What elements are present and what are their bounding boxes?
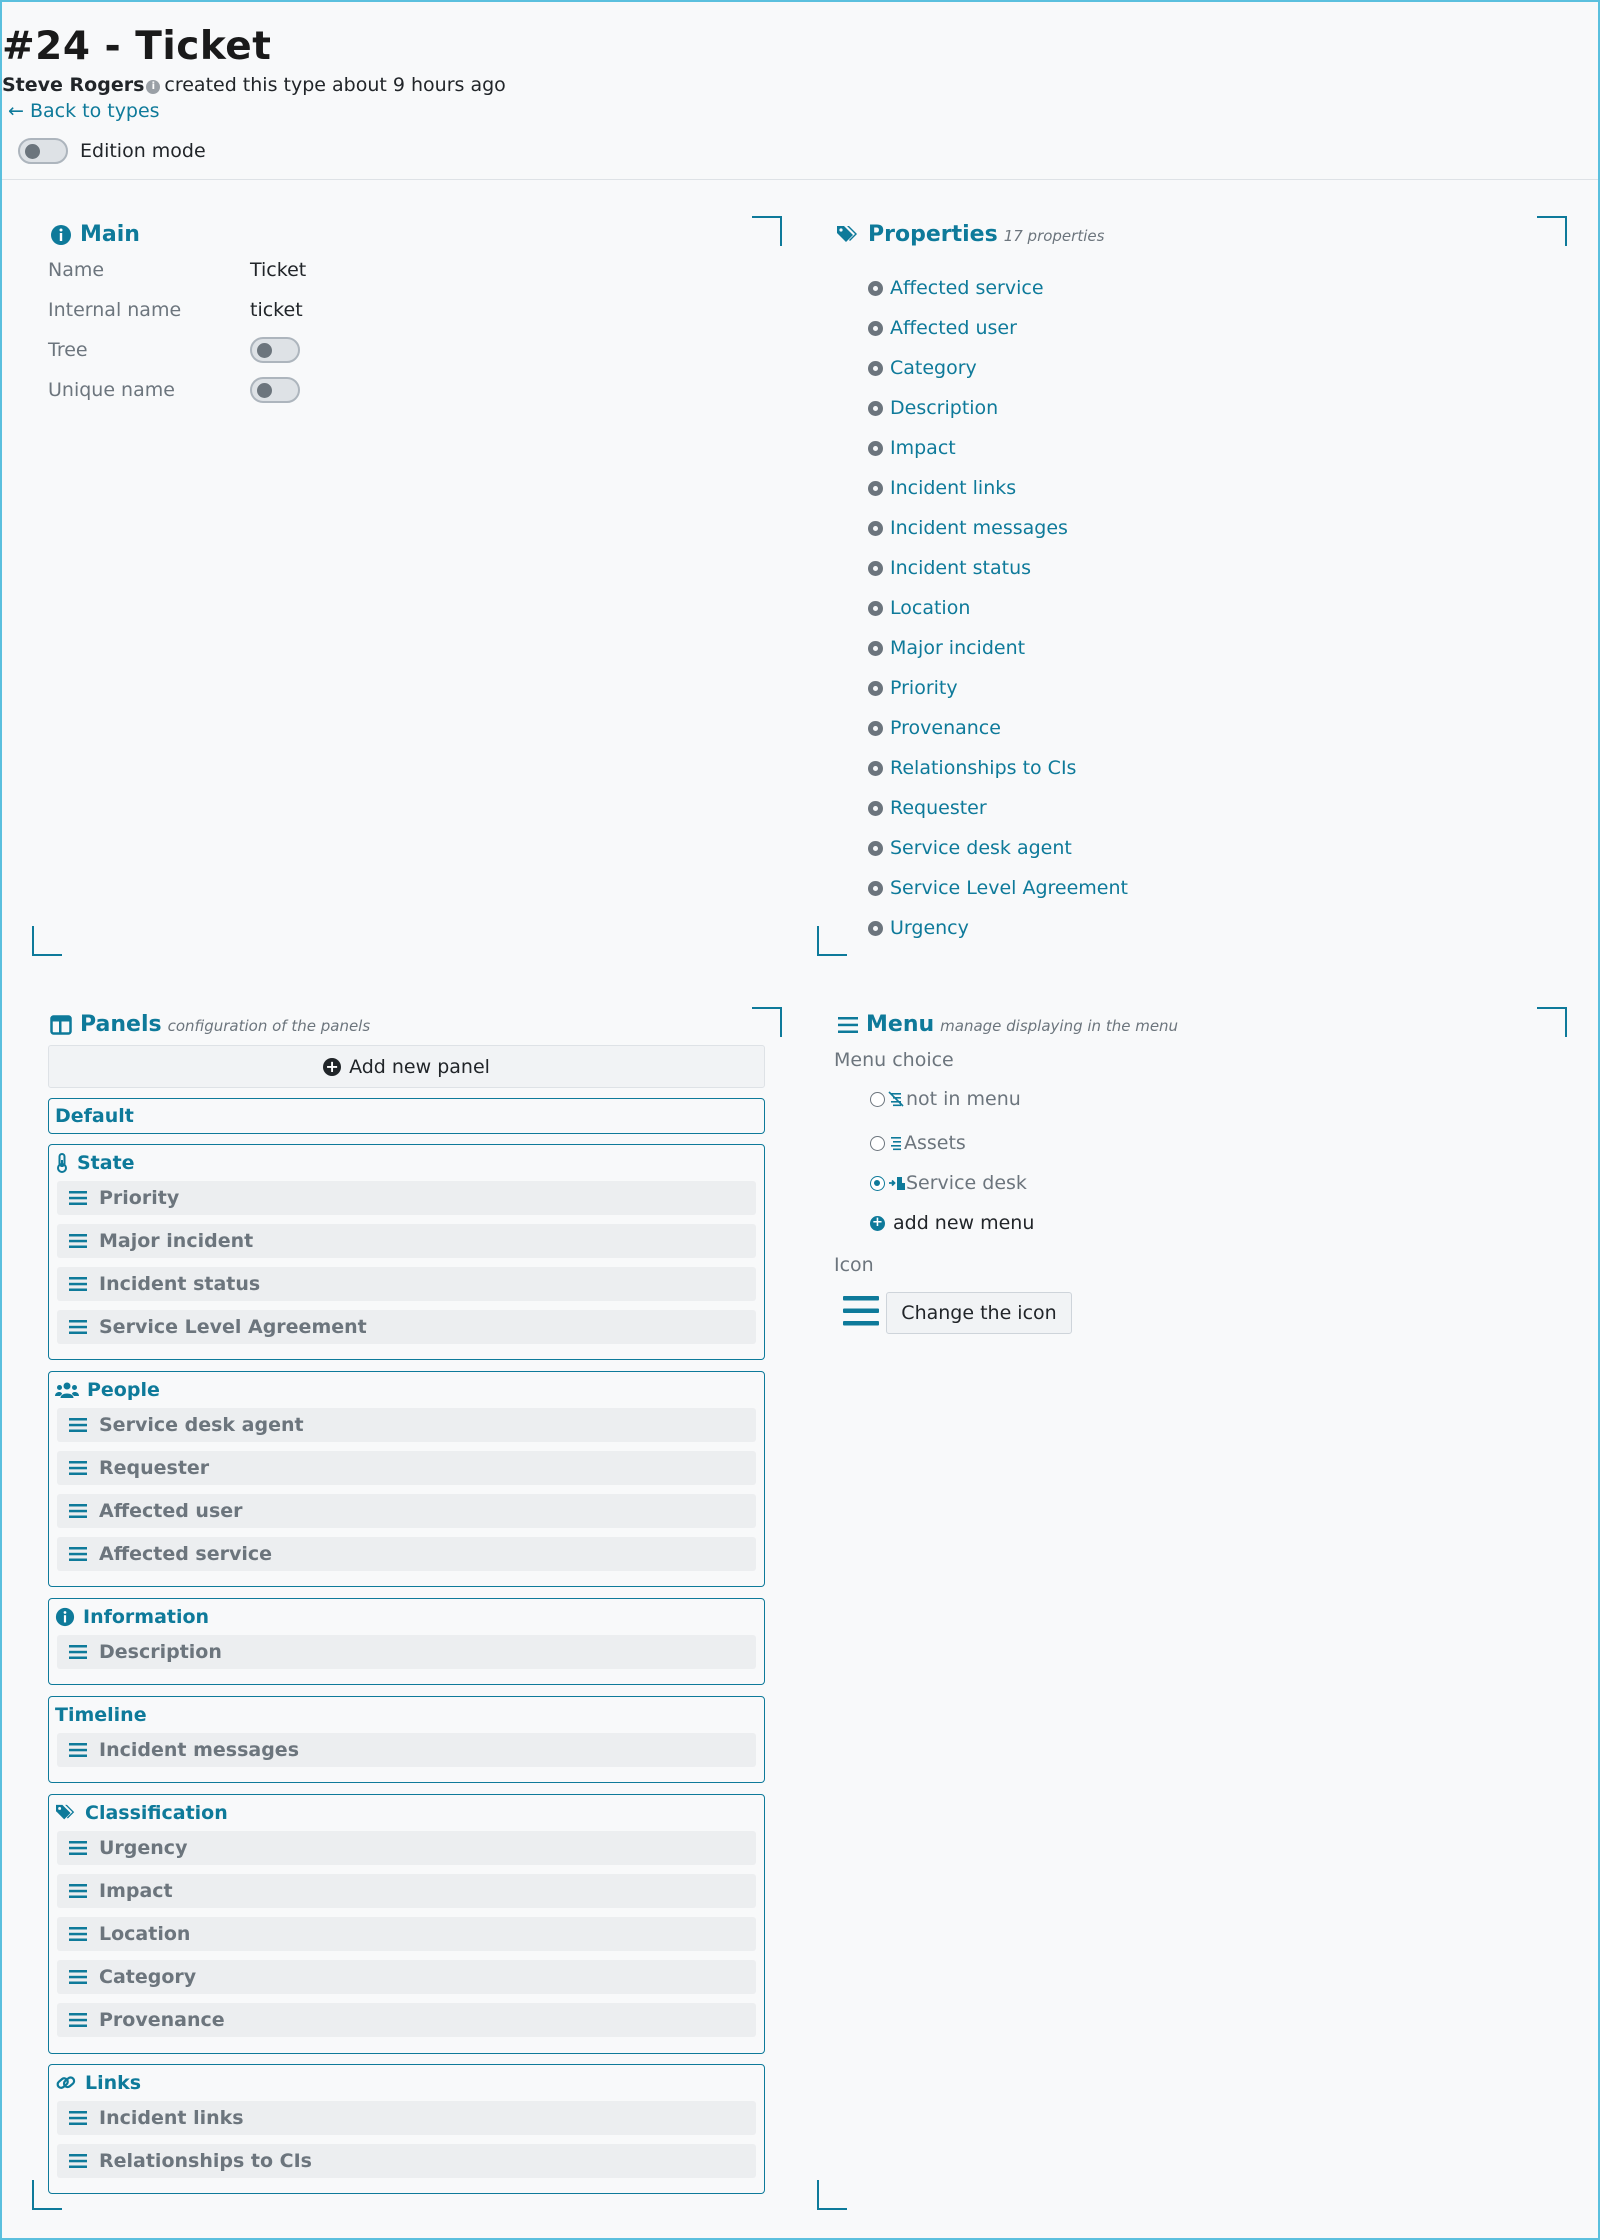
bullet-icon <box>868 361 883 376</box>
list-item <box>868 868 1128 908</box>
corner-decoration <box>752 1007 782 1037</box>
property-link[interactable]: Description <box>890 397 999 419</box>
corner-decoration <box>817 2180 847 2210</box>
kv-value: Ticket <box>250 259 307 281</box>
list-item <box>868 588 1128 628</box>
list-item <box>868 548 1128 588</box>
panel-field[interactable] <box>57 1874 756 1908</box>
panel-field-label: Incident status <box>99 1273 261 1295</box>
bullet-icon <box>868 481 883 496</box>
thermometer-icon <box>55 1153 69 1173</box>
drag-handle-icon[interactable] <box>69 2012 87 2028</box>
drag-handle-icon[interactable] <box>69 2153 87 2169</box>
panel-name: Information <box>83 1606 210 1628</box>
info-circle-icon <box>50 224 72 246</box>
panel-field-label: Major incident <box>99 1230 254 1252</box>
list-icon <box>888 1135 904 1151</box>
add-new-menu-label: add new menu <box>893 1212 1035 1234</box>
property-link[interactable]: Incident links <box>890 477 1017 499</box>
panel-links[interactable] <box>48 2064 765 2194</box>
creator-name[interactable]: Steve Rogers <box>2 74 145 96</box>
properties-count: 17 properties <box>1003 227 1105 245</box>
drag-handle-icon[interactable] <box>69 1417 87 1433</box>
bullet-icon <box>868 601 883 616</box>
panel-field[interactable] <box>57 1733 756 1767</box>
corner-decoration <box>817 926 847 956</box>
panel-field-label: Priority <box>99 1187 180 1209</box>
drag-handle-icon[interactable] <box>69 1926 87 1942</box>
add-new-panel-label: Add new panel <box>349 1055 490 1078</box>
list-item <box>868 908 1128 948</box>
plus-circle-icon: + <box>870 1216 885 1231</box>
bullet-icon <box>868 881 883 896</box>
property-link[interactable]: Major incident <box>890 637 1026 659</box>
drag-handle-icon[interactable] <box>69 1276 87 1292</box>
radio-button[interactable] <box>870 1092 885 1107</box>
properties-section-title <box>836 222 1104 247</box>
drag-handle-icon[interactable] <box>69 1319 87 1335</box>
main-row-tree <box>48 335 300 365</box>
menu-choice-label: Menu choice <box>834 1049 954 1071</box>
panel-name: Default <box>55 1105 134 1127</box>
panel-field[interactable] <box>57 2003 756 2037</box>
property-link[interactable]: Urgency <box>890 917 969 939</box>
panel-default[interactable] <box>48 1098 765 1134</box>
panel-field-label: Provenance <box>99 2009 225 2031</box>
edition-mode-row <box>18 138 206 164</box>
panel-field[interactable] <box>57 1635 756 1669</box>
list-item <box>868 788 1128 828</box>
list-item <box>868 708 1128 748</box>
bullet-icon <box>868 521 883 536</box>
panel-field[interactable] <box>57 1224 756 1258</box>
drag-handle-icon[interactable] <box>69 1190 87 1206</box>
drag-handle-icon[interactable] <box>69 1883 87 1899</box>
drag-handle-icon[interactable] <box>69 1460 87 1476</box>
panel-field-label: Location <box>99 1923 191 1945</box>
panels-subtitle: configuration of the panels <box>167 1017 371 1035</box>
menu-option-assets[interactable] <box>870 1132 966 1154</box>
bullet-icon <box>868 441 883 456</box>
corner-decoration <box>32 926 62 956</box>
back-to-types-link[interactable]: ← Back to types <box>8 100 160 122</box>
columns-icon <box>50 1015 72 1035</box>
property-link[interactable]: Incident messages <box>890 517 1068 539</box>
list-item <box>868 348 1128 388</box>
list-item <box>868 468 1128 508</box>
drag-handle-icon[interactable] <box>69 1233 87 1249</box>
corner-decoration <box>752 216 782 246</box>
bullet-icon <box>868 281 883 296</box>
list-item <box>868 748 1128 788</box>
list-item <box>868 428 1128 468</box>
drag-handle-icon[interactable] <box>69 1840 87 1856</box>
drag-handle-icon[interactable] <box>69 1503 87 1519</box>
main-row-unique-name <box>48 375 300 405</box>
panel-field[interactable] <box>57 1267 756 1301</box>
panel-field[interactable] <box>57 1917 756 1951</box>
menu-option-label: Service desk <box>906 1172 1027 1194</box>
property-link[interactable]: Provenance <box>890 717 1001 739</box>
menu-option-label: not in menu <box>906 1088 1021 1110</box>
list-item <box>868 828 1128 868</box>
panel-field[interactable] <box>57 1960 756 1994</box>
bullet-icon <box>868 641 883 656</box>
kv-label: Internal name <box>48 299 182 321</box>
menu-subtitle: manage displaying in the menu <box>940 1017 1179 1035</box>
panel-header <box>49 2065 764 2101</box>
bullet-icon <box>868 801 883 816</box>
panel-field[interactable] <box>57 1494 756 1528</box>
panel-classification[interactable] <box>48 1794 765 2054</box>
page-header <box>2 2 1598 180</box>
bullet-icon <box>868 681 883 696</box>
edition-mode-label: Edition mode <box>80 140 206 162</box>
panel-field-label: Relationships to CIs <box>99 2150 312 2172</box>
menu-section-title <box>838 1012 1178 1037</box>
panel-field-label: Urgency <box>99 1837 188 1859</box>
bullet-icon <box>868 761 883 776</box>
list-item <box>868 668 1128 708</box>
panel-field[interactable] <box>57 1181 756 1215</box>
panel-timeline[interactable] <box>48 1696 765 1783</box>
edition-mode-toggle[interactable] <box>18 138 68 164</box>
panel-state[interactable] <box>48 1144 765 1360</box>
info-icon <box>55 1607 75 1627</box>
bullet-icon <box>868 321 883 336</box>
drag-handle-icon[interactable] <box>69 1546 87 1562</box>
add-new-panel-button[interactable] <box>48 1045 765 1088</box>
panel-field-label: Affected service <box>99 1543 273 1565</box>
plus-circle-icon: + <box>323 1058 341 1076</box>
drag-handle-icon[interactable] <box>69 1742 87 1758</box>
bullet-icon <box>868 841 883 856</box>
menu-title-text: Menu <box>866 1012 935 1037</box>
panel-header <box>49 1697 764 1733</box>
panel-header <box>49 1599 764 1635</box>
panels-section-title <box>50 1012 370 1037</box>
tags-icon <box>836 224 860 246</box>
creator-suffix: created this type about 9 hours ago <box>164 74 506 96</box>
property-link[interactable]: Service Level Agreement <box>890 877 1128 899</box>
menu-option-service-desk[interactable] <box>870 1172 1027 1194</box>
panel-field-label: Impact <box>99 1880 173 1902</box>
property-link[interactable]: Category <box>890 357 977 379</box>
drag-handle-icon[interactable] <box>69 1644 87 1660</box>
panel-name: Timeline <box>55 1704 147 1726</box>
property-link[interactable]: Affected service <box>890 277 1044 299</box>
bars-icon <box>842 1294 880 1333</box>
bullet-icon <box>868 401 883 416</box>
bars-icon <box>838 1016 858 1034</box>
list-item <box>868 508 1128 548</box>
property-link[interactable]: Incident status <box>890 557 1032 579</box>
service-desk-icon <box>888 1175 906 1191</box>
main-title-text: Main <box>80 222 140 247</box>
info-icon[interactable]: i <box>146 80 160 94</box>
properties-title-text: Properties <box>868 222 998 247</box>
panel-field[interactable] <box>57 1831 756 1865</box>
creator-line <box>2 74 506 96</box>
panel-field-label: Requester <box>99 1457 210 1479</box>
panel-field-label: Service desk agent <box>99 1414 304 1436</box>
panel-field-label: Incident links <box>99 2107 244 2129</box>
tags-icon <box>55 1803 77 1823</box>
kv-label: Unique name <box>48 379 175 401</box>
change-icon-button[interactable]: Change the icon <box>886 1292 1072 1334</box>
panels-title-text: Panels <box>80 1012 162 1037</box>
menu-option-not-in-menu[interactable] <box>870 1088 1021 1110</box>
properties-list <box>868 268 1128 948</box>
page-title: #24 - Ticket <box>2 24 272 69</box>
panel-field[interactable] <box>57 1310 756 1344</box>
radio-button[interactable] <box>870 1136 885 1151</box>
radio-button-checked[interactable] <box>870 1176 885 1191</box>
main-section-title <box>50 222 140 247</box>
panel-name: State <box>77 1152 135 1174</box>
list-item <box>868 628 1128 668</box>
panel-header <box>49 1795 764 1831</box>
panel-information[interactable] <box>48 1598 765 1685</box>
bullet-icon <box>868 921 883 936</box>
drag-handle-icon[interactable] <box>69 1969 87 1985</box>
property-link[interactable]: Location <box>890 597 971 619</box>
panel-field[interactable] <box>57 1451 756 1485</box>
panel-name: People <box>87 1379 160 1401</box>
panel-header <box>49 1145 764 1181</box>
list-item <box>868 308 1128 348</box>
icon-label: Icon <box>834 1254 874 1276</box>
property-link[interactable]: Affected user <box>890 317 1017 339</box>
strikethrough-list-icon <box>888 1091 904 1107</box>
link-icon <box>55 2073 77 2093</box>
panel-field[interactable] <box>57 2144 756 2178</box>
panel-header <box>49 1372 764 1408</box>
kv-label: Name <box>48 259 105 281</box>
bullet-icon <box>868 721 883 736</box>
panel-field-label: Incident messages <box>99 1739 300 1761</box>
property-link[interactable]: Service desk agent <box>890 837 1072 859</box>
corner-decoration <box>1537 1007 1567 1037</box>
panel-field-label: Category <box>99 1966 197 1988</box>
users-icon <box>55 1381 79 1399</box>
list-item <box>868 268 1128 308</box>
panel-header <box>49 1099 764 1133</box>
panel-people[interactable] <box>48 1371 765 1587</box>
menu-option-label: Assets <box>904 1132 966 1154</box>
drag-handle-icon[interactable] <box>69 2110 87 2126</box>
property-link[interactable]: Requester <box>890 797 987 819</box>
property-link[interactable]: Priority <box>890 677 958 699</box>
panel-field[interactable] <box>57 1408 756 1442</box>
panel-field-label: Description <box>99 1641 222 1663</box>
bullet-icon <box>868 561 883 576</box>
main-row-internal-name <box>48 295 303 325</box>
kv-value: ticket <box>250 299 303 321</box>
panel-field[interactable] <box>57 2101 756 2135</box>
panel-name: Classification <box>85 1802 228 1824</box>
panel-name: Links <box>85 2072 142 2094</box>
add-new-menu-link[interactable] <box>870 1212 1034 1234</box>
corner-decoration <box>1537 216 1567 246</box>
main-row-name <box>48 255 306 285</box>
panel-field-label: Service Level Agreement <box>99 1316 367 1338</box>
panel-field[interactable] <box>57 1537 756 1571</box>
kv-label: Tree <box>48 339 88 361</box>
unique-name-toggle[interactable] <box>250 377 300 403</box>
property-link[interactable]: Impact <box>890 437 956 459</box>
tree-toggle[interactable] <box>250 337 300 363</box>
list-item <box>868 388 1128 428</box>
panel-field-label: Affected user <box>99 1500 243 1522</box>
property-link[interactable]: Relationships to CIs <box>890 757 1077 779</box>
